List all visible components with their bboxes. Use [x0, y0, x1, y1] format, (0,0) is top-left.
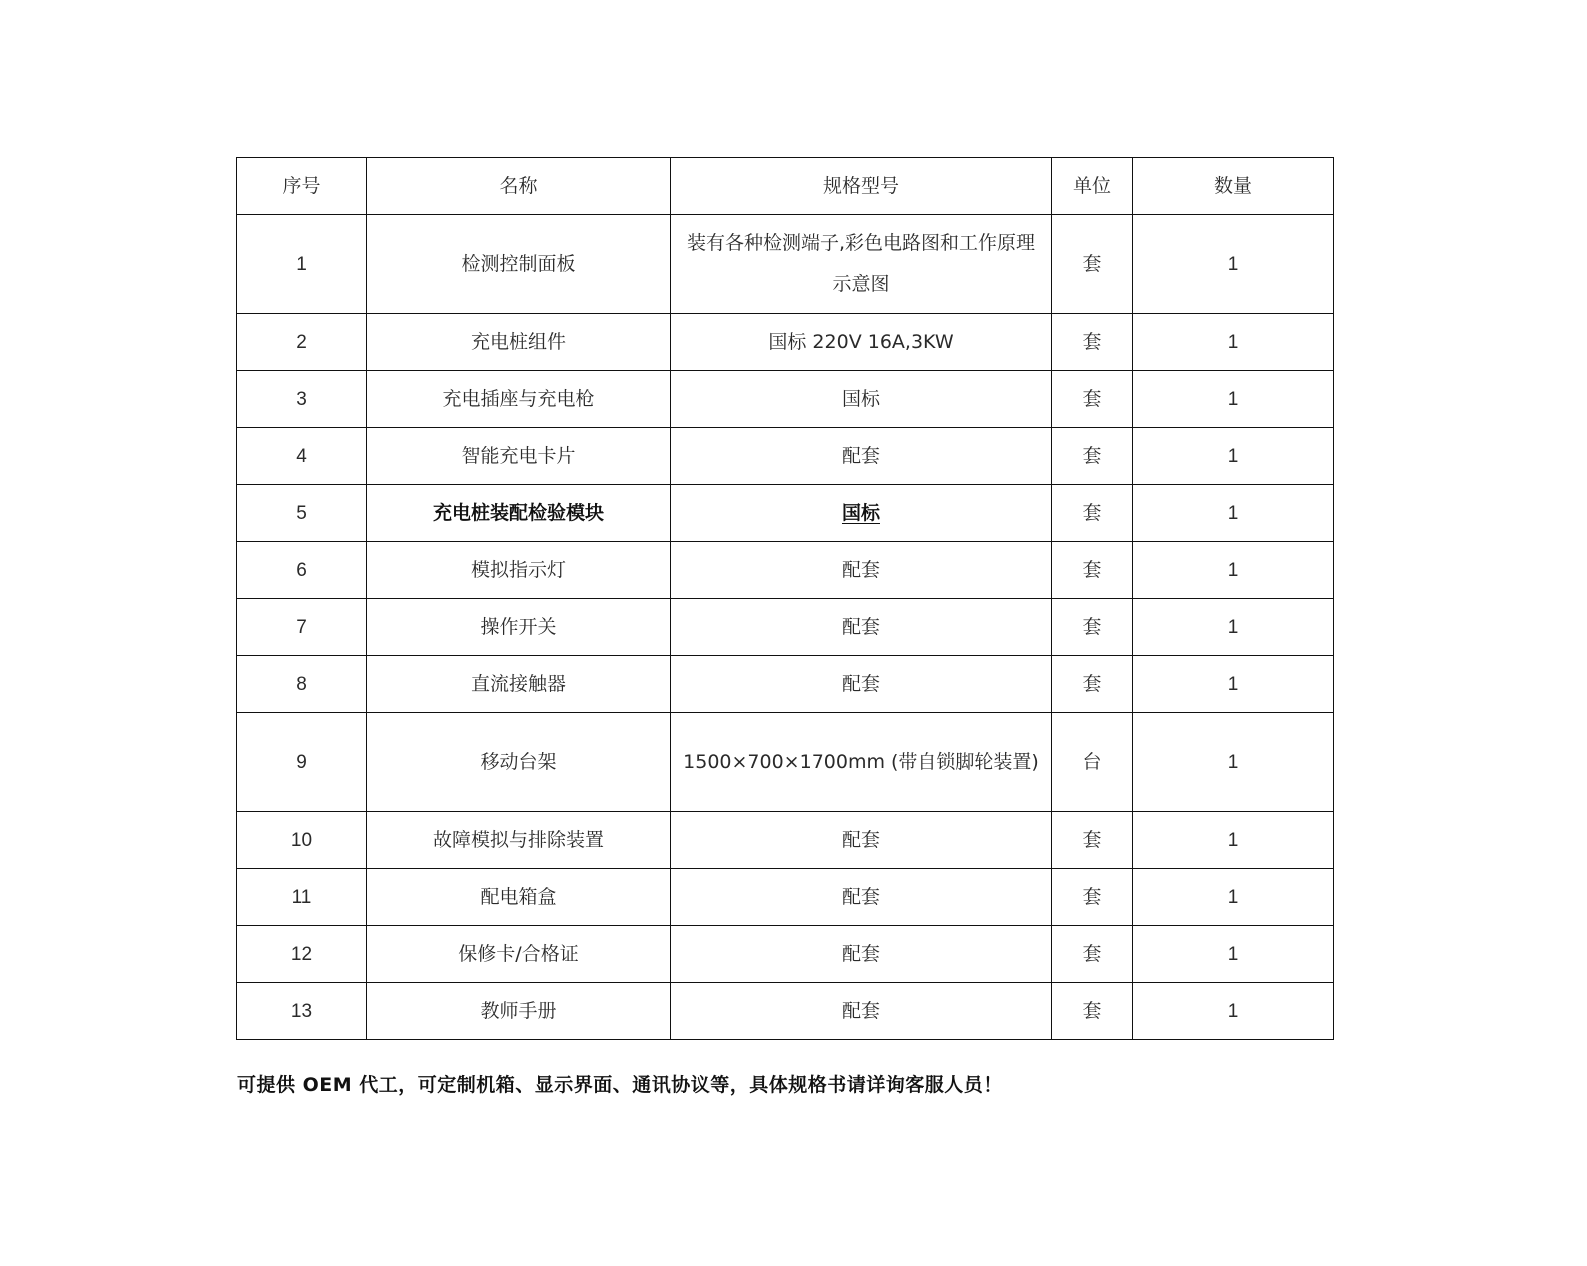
cell-spec: 国标 220V 16A,3KW	[671, 314, 1052, 371]
cell-name: 教师手册	[367, 983, 671, 1040]
cell-unit: 台	[1052, 713, 1133, 812]
cell-qty: 1	[1133, 983, 1334, 1040]
cell-no: 13	[237, 983, 367, 1040]
cell-name: 检测控制面板	[367, 215, 671, 314]
cell-qty: 1	[1133, 215, 1334, 314]
cell-spec: 国标	[671, 371, 1052, 428]
header-qty: 数量	[1133, 158, 1334, 215]
cell-unit: 套	[1052, 869, 1133, 926]
cell-unit: 套	[1052, 314, 1133, 371]
cell-unit: 套	[1052, 485, 1133, 542]
table-header-row	[237, 158, 1334, 215]
table-row	[237, 926, 1334, 983]
cell-spec: 配套	[671, 599, 1052, 656]
cell-spec: 配套	[671, 542, 1052, 599]
cell-qty: 1	[1133, 428, 1334, 485]
cell-name: 操作开关	[367, 599, 671, 656]
cell-no: 1	[237, 215, 367, 314]
oem-service-note: 可提供 OEM 代工，可定制机箱、显示界面、通讯协议等，具体规格书请详询客服人员！	[237, 1074, 1003, 1096]
cell-qty: 1	[1133, 812, 1334, 869]
table-row	[237, 983, 1334, 1040]
cell-no: 5	[237, 485, 367, 542]
cell-no: 2	[237, 314, 367, 371]
table-row	[237, 599, 1334, 656]
cell-qty: 1	[1133, 314, 1334, 371]
cell-no: 9	[237, 713, 367, 812]
cell-name: 智能充电卡片	[367, 428, 671, 485]
header-unit: 单位	[1052, 158, 1133, 215]
table-row	[237, 485, 1334, 542]
table-row	[237, 215, 1334, 314]
cell-spec	[671, 485, 1052, 542]
cell-spec: 配套	[671, 869, 1052, 926]
cell-no: 7	[237, 599, 367, 656]
cell-name: 移动台架	[367, 713, 671, 812]
cell-name: 配电箱盒	[367, 869, 671, 926]
table-row	[237, 542, 1334, 599]
cell-no: 10	[237, 812, 367, 869]
table-row	[237, 371, 1334, 428]
cell-qty: 1	[1133, 542, 1334, 599]
underlined-spec-text: 国标	[841, 501, 880, 524]
cell-no: 4	[237, 428, 367, 485]
cell-spec: 配套	[671, 656, 1052, 713]
header-name: 名称	[367, 158, 671, 215]
cell-no: 11	[237, 869, 367, 926]
cell-spec: 配套	[671, 428, 1052, 485]
cell-spec: 装有各种检测端子,彩色电路图和工作原理示意图	[671, 215, 1052, 314]
cell-qty: 1	[1133, 656, 1334, 713]
cell-name: 充电插座与充电枪	[367, 371, 671, 428]
cell-spec: 配套	[671, 926, 1052, 983]
cell-unit: 套	[1052, 983, 1133, 1040]
cell-name: 故障模拟与排除装置	[367, 812, 671, 869]
cell-unit: 套	[1052, 428, 1133, 485]
table-row	[237, 869, 1334, 926]
cell-name: 直流接触器	[367, 656, 671, 713]
cell-qty: 1	[1133, 485, 1334, 542]
cell-qty: 1	[1133, 599, 1334, 656]
table-row	[237, 314, 1334, 371]
cell-qty: 1	[1133, 371, 1334, 428]
cell-no: 3	[237, 371, 367, 428]
cell-unit: 套	[1052, 215, 1133, 314]
table-row	[237, 812, 1334, 869]
cell-name	[367, 485, 671, 542]
cell-unit: 套	[1052, 542, 1133, 599]
cell-qty: 1	[1133, 926, 1334, 983]
table-row	[237, 656, 1334, 713]
cell-name: 充电桩组件	[367, 314, 671, 371]
cell-unit: 套	[1052, 599, 1133, 656]
table-row	[237, 713, 1334, 812]
cell-name: 保修卡/合格证	[367, 926, 671, 983]
equipment-list-table	[236, 157, 1334, 1040]
cell-no: 8	[237, 656, 367, 713]
cell-no: 12	[237, 926, 367, 983]
cell-spec: 配套	[671, 983, 1052, 1040]
cell-spec: 1500×700×1700mm (带自锁脚轮装置)	[671, 713, 1052, 812]
bold-name-text: 充电桩装配检验模块	[432, 501, 604, 524]
header-spec: 规格型号	[671, 158, 1052, 215]
cell-qty: 1	[1133, 869, 1334, 926]
cell-unit: 套	[1052, 656, 1133, 713]
cell-unit: 套	[1052, 371, 1133, 428]
cell-qty: 1	[1133, 713, 1334, 812]
cell-no: 6	[237, 542, 367, 599]
cell-unit: 套	[1052, 812, 1133, 869]
cell-name: 模拟指示灯	[367, 542, 671, 599]
header-no: 序号	[237, 158, 367, 215]
cell-unit: 套	[1052, 926, 1133, 983]
cell-spec: 配套	[671, 812, 1052, 869]
table-row	[237, 428, 1334, 485]
